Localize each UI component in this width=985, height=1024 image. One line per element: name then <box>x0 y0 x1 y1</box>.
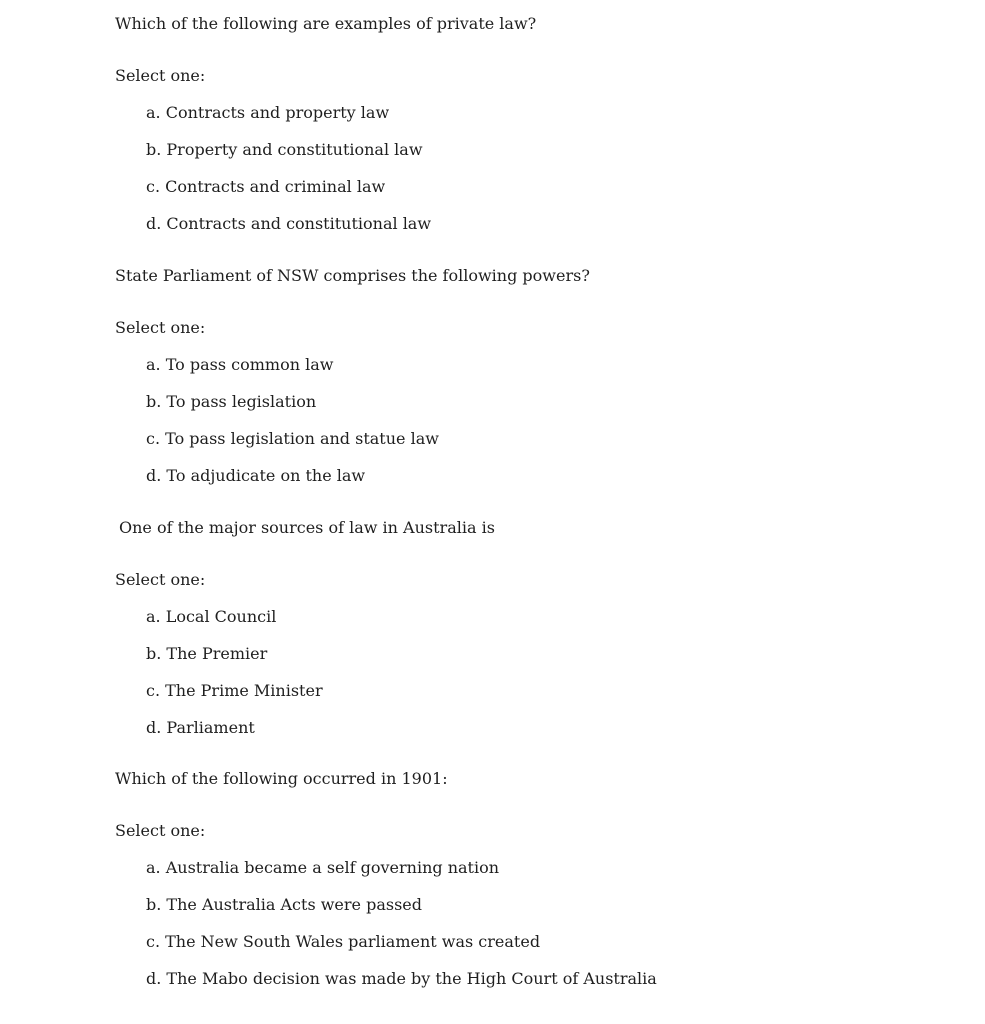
question-3 <box>115 516 935 740</box>
question-4-prompt: Which of the following occurred in 1901: <box>115 769 448 788</box>
question-3-select-label: Select one: <box>115 570 206 589</box>
question-1-prompt: Which of the following are examples of private law? <box>115 14 537 33</box>
question-2-options <box>115 353 935 488</box>
question-3-prompt: One of the major sources of law in Australia is <box>119 518 495 537</box>
question-4-option-d[interactable]: d. The Mabo decision was made by the High Court of Australia <box>146 969 657 988</box>
question-4-option-a[interactable]: a. Australia became a self governing nation <box>146 858 500 877</box>
question-1-option-a[interactable]: a. Contracts and property law <box>146 103 390 122</box>
question-2-option-a[interactable]: a. To pass common law <box>146 355 334 374</box>
question-2 <box>115 264 935 488</box>
question-3-option-d[interactable]: d. Parliament <box>146 718 255 737</box>
question-2-select-label: Select one: <box>115 318 206 337</box>
question-4-option-b[interactable]: b. The Australia Acts were passed <box>146 895 423 914</box>
question-4-option-c[interactable]: c. The New South Wales parliament was created <box>146 932 541 951</box>
question-3-options <box>115 605 935 740</box>
question-4-options <box>115 856 935 991</box>
question-4-select-label: Select one: <box>115 821 206 840</box>
question-3-option-c[interactable]: c. The Prime Minister <box>146 681 323 700</box>
question-3-option-a[interactable]: a. Local Council <box>146 607 277 626</box>
question-2-option-d[interactable]: d. To adjudicate on the law <box>146 466 366 485</box>
question-1-option-d[interactable]: d. Contracts and constitutional law <box>146 214 432 233</box>
question-1-select-label: Select one: <box>115 66 206 85</box>
question-1-options <box>115 101 935 236</box>
question-3-option-b[interactable]: b. The Premier <box>146 644 268 663</box>
question-2-prompt: State Parliament of NSW comprises the following powers? <box>115 266 590 285</box>
question-1-option-b[interactable]: b. Property and constitutional law <box>146 140 423 159</box>
question-1 <box>115 12 935 236</box>
question-4 <box>115 767 935 991</box>
question-1-option-c[interactable]: c. Contracts and criminal law <box>146 177 386 196</box>
question-2-option-c[interactable]: c. To pass legislation and statue law <box>146 429 439 448</box>
question-2-option-b[interactable]: b. To pass legislation <box>146 392 317 411</box>
